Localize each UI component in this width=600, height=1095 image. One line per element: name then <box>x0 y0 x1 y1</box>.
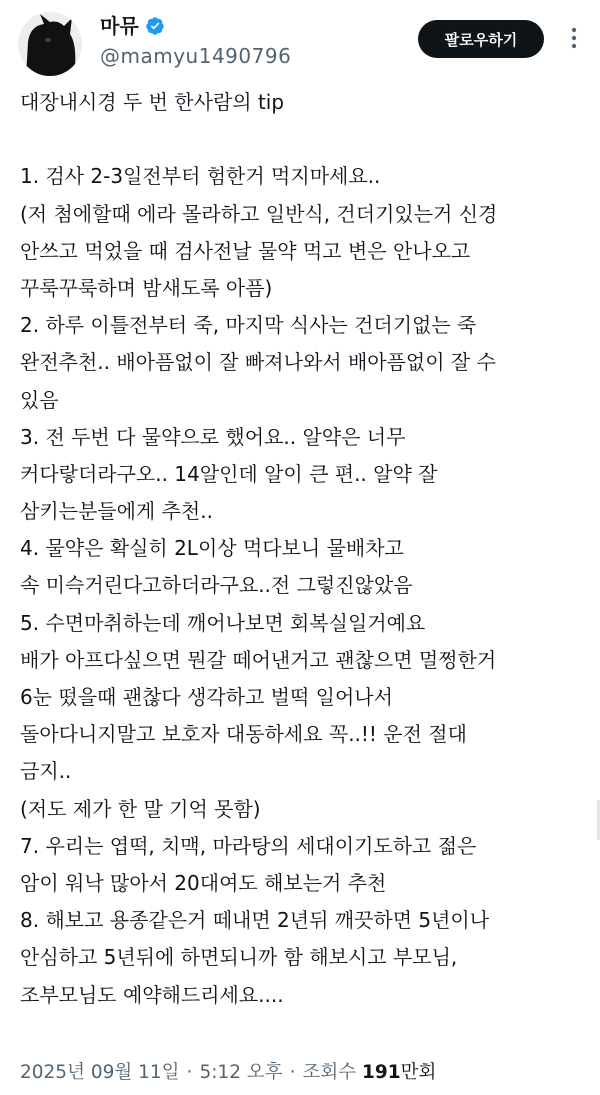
tweet-line: 5. 수면마취하는데 깨어나보면 회복실일거예요 <box>20 610 426 635</box>
tweet-header <box>0 0 600 90</box>
user-handle[interactable]: @mamyu1490796 <box>100 44 292 68</box>
tweet-line: 대장내시경 두 번 한사람의 tip <box>20 90 285 114</box>
tweet-line: 조부모님도 예약해드리세요.... <box>20 982 284 1007</box>
avatar[interactable] <box>18 12 82 76</box>
name-row <box>100 14 165 38</box>
verified-badge-icon <box>145 16 165 36</box>
tweet-line: 6눈 떴을때 괜찮다 생각하고 벌떡 일어나서 <box>20 685 393 709</box>
meta-separator: · <box>289 1062 296 1083</box>
tweet-line: 꾸룩꾸룩하며 밤새도록 아픔) <box>20 275 273 300</box>
tweet-line: (저 첨에할때 에라 몰라하고 일반식, 건더기있는거 신경 <box>20 201 498 226</box>
tweet-line: 완전추천.. 배아픔없이 잘 빠져나와서 배아픔없이 잘 수 <box>20 350 496 375</box>
tweet-line: 배가 아프다싶으면 뭔갈 떼어낸거고 괜찮으면 멀쩡한거 <box>20 647 497 672</box>
tweet-line: 커다랗더라구오.. 14알인데 알이 큰 편.. 알약 잘 <box>20 461 438 486</box>
tweet-line: 있음 <box>20 387 59 412</box>
black-cat-avatar-icon <box>18 12 82 76</box>
tweet-line: 3. 전 두번 다 물약으로 했어요.. 알약은 너무 <box>20 424 406 449</box>
follow-button[interactable]: 팔로우하기 <box>418 20 544 58</box>
tweet-line: 8. 해보고 용종같은거 떼내면 2년뒤 깨끗하면 5년이나 <box>20 908 490 933</box>
tweet-text <box>20 84 580 1014</box>
display-name[interactable]: 마뮤 <box>100 14 139 38</box>
tweet-line: 2. 하루 이틀전부터 죽, 마지막 식사는 건더기없는 죽 <box>20 313 477 338</box>
tweet-line: 속 미슥거린다고하더라구요..전 그렇진않았음 <box>20 573 413 598</box>
tweet-line: 금지.. <box>20 759 72 784</box>
tweet-line: 안심하고 5년뒤에 하면되니까 함 해보시고 부모님, <box>20 945 458 970</box>
tweet-line: (저도 제가 한 말 기억 못함) <box>20 796 261 821</box>
more-vertical-icon[interactable] <box>560 24 588 52</box>
tweet-time[interactable]: 5:12 오후 <box>199 1062 283 1083</box>
tweet-line: 삼키는분들에게 추천.. <box>20 499 213 524</box>
tweet-line: 4. 물약은 확실히 2L이상 먹다보니 물배차고 <box>20 536 404 561</box>
tweet-line <box>20 121 580 158</box>
tweet-line: 암이 워낙 많아서 20대여도 해보는거 추천 <box>20 870 387 895</box>
views-label: 조회수 <box>302 1062 357 1083</box>
views-count: 191 <box>362 1062 401 1083</box>
meta-separator: · <box>186 1062 193 1083</box>
tweet-line: 1. 검사 2-3일전부터 험한거 먹지마세요.. <box>20 164 381 189</box>
tweet-date[interactable]: 2025년 09월 11일 <box>20 1062 180 1083</box>
views-unit: 만회 <box>400 1062 437 1083</box>
tweet-meta <box>20 1058 436 1084</box>
tweet-line: 돌아다니지말고 보호자 대동하세요 꼭..!! 운전 절대 <box>20 722 467 747</box>
tweet-line: 7. 우리는 엽떡, 치맥, 마라탕의 세대이기도하고 젊은 <box>20 833 477 858</box>
tweet-line: 안쓰고 먹었을 때 검사전날 물약 먹고 변은 안나오고 <box>20 238 471 263</box>
